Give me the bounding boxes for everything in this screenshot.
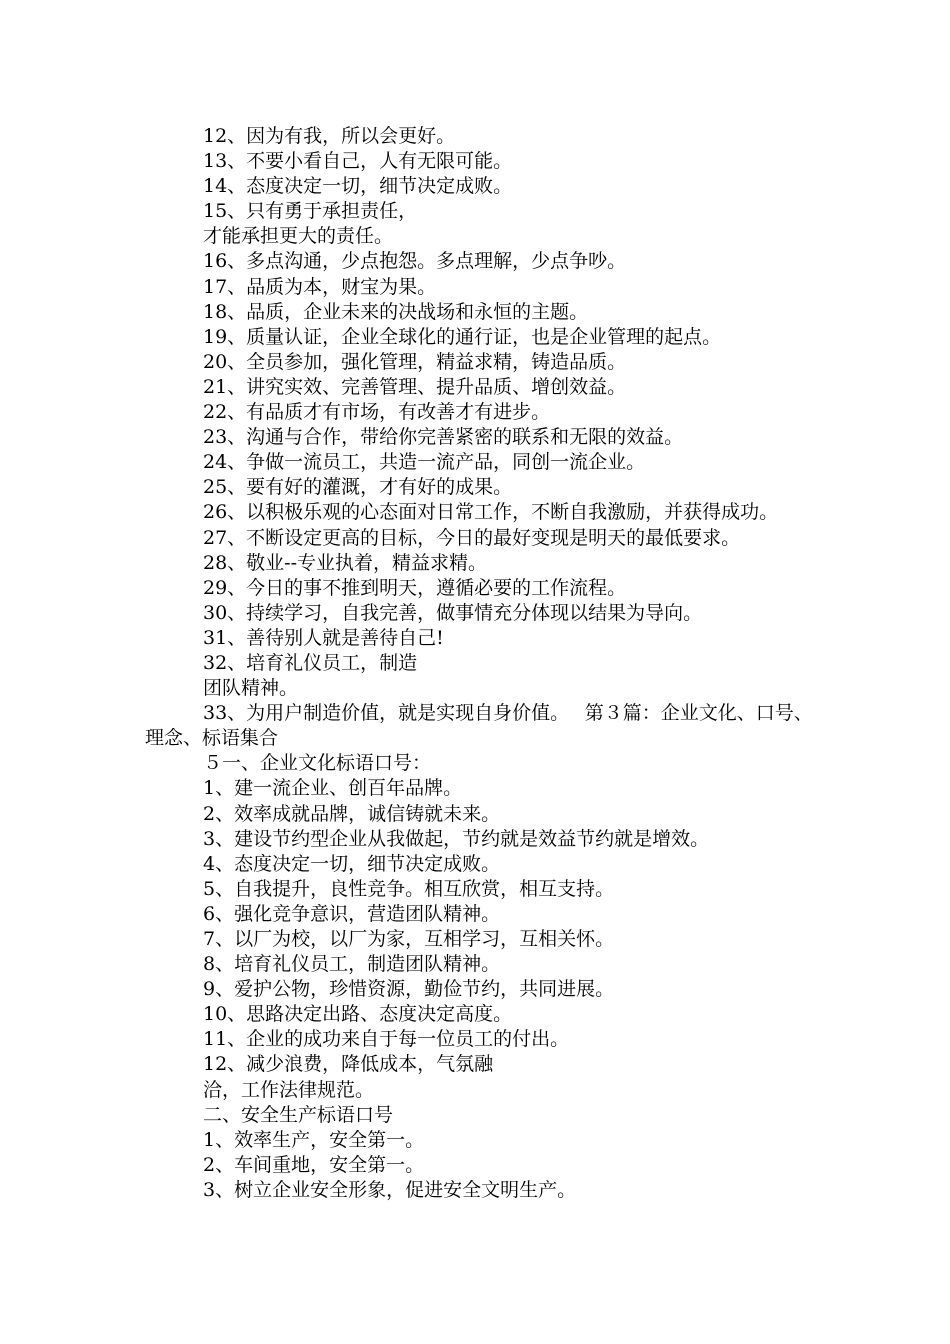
- text-line: 31、善待别人就是善待自己!: [203, 626, 444, 649]
- text-line: 22、有品质才有市场，有改善才有进步。: [203, 401, 551, 424]
- text-line: 3、建设节约型企业从我做起，节约就是效益节约就是增效。: [203, 827, 710, 850]
- text-line: 2、车间重地，安全第一。: [203, 1153, 425, 1176]
- text-line: 15、只有勇于承担责任，: [203, 200, 418, 223]
- text-line: 12、减少浪费，降低成本，气氛融: [203, 1053, 494, 1076]
- section-heading: 二、安全生产标语口号: [203, 1103, 394, 1126]
- text-line: 洽，工作法律规范。: [203, 1078, 375, 1101]
- text-line: 7、以厂为校，以厂为家，互相学习，互相关怀。: [203, 928, 615, 950]
- text-line: 21、讲究实效、完善管理、提升品质、增创效益。: [203, 375, 627, 398]
- text-line: 4、态度决定一切，细节决定成败。: [203, 852, 501, 875]
- text-line: 32、培育礼仪员工，制造: [203, 651, 418, 674]
- text-line: 28、敬业--专业执着，精益求精。: [203, 551, 488, 574]
- text-line: 26、以积极乐观的心态面对日常工作，不断自我激励，并获得成功。: [203, 501, 779, 524]
- text-line: 3、树立企业安全形象，促进安全文明生产。: [203, 1178, 577, 1201]
- text-line: 20、全员参加，强化管理，精益求精，铸造品质。: [203, 350, 627, 373]
- text-line: 10、思路决定出路、态度决定高度。: [203, 1003, 513, 1026]
- text-line: 23、沟通与合作，带给你完善紧密的联系和无限的效益。: [203, 426, 684, 449]
- text-line: 8、培育礼仪员工，制造团队精神。: [203, 953, 501, 976]
- text-line: 27、不断设定更高的目标，今日的最好变现是明天的最低要求。: [203, 526, 741, 549]
- text-line: 29、今日的事不推到明天，遵循必要的工作流程。: [203, 576, 627, 599]
- document-body: [145, 124, 825, 1203]
- text-line: 团队精神。: [203, 677, 299, 700]
- text-line: 14、态度决定一切，细节决定成败。: [203, 175, 513, 198]
- text-line: 24、争做一流员工，共造一流产品，同创一流企业。: [203, 451, 646, 474]
- text-line: 19、质量认证，企业全球化的通行证，也是企业管理的起点。: [203, 325, 722, 348]
- text-line: 1、建一流企业、创百年品牌。: [203, 777, 463, 800]
- text-line: 16、多点沟通，少点抱怨。多点理解，少点争吵。: [203, 250, 627, 273]
- text-line: 9、爱护公物，珍惜资源，勤俭节约，共同进展。: [203, 978, 615, 1001]
- text-line: 30、持续学习，自我完善，做事情充分体现以结果为导向。: [203, 601, 703, 624]
- text-line: 6、强化竞争意识，营造团队精神。: [203, 902, 501, 925]
- text-line: 25、要有好的灌溉，才有好的成果。: [203, 476, 513, 499]
- text-line: 11、企业的成功来自于每一位员工的付出。: [203, 1028, 570, 1051]
- text-line: 1、效率生产，安全第一。: [203, 1128, 425, 1151]
- text-line: 2、效率成就品牌，诚信铸就未来。: [203, 802, 501, 825]
- text-line: 33、为用户制造价值，就是实现自身价值。 第３篇：企业文化、口号、理念、标语集合: [145, 702, 813, 750]
- text-line: 13、不要小看自己，人有无限可能。: [203, 150, 513, 173]
- text-line: 12、因为有我，所以会更好。: [203, 125, 456, 147]
- section-heading: ５一、企业文化标语口号：: [203, 752, 432, 775]
- text-line: 5、自我提升，良性竞争。相互欣赏，相互支持。: [203, 877, 615, 900]
- text-line: 才能承担更大的责任。: [203, 225, 394, 248]
- text-line: 17、品质为本，财宝为果。: [203, 275, 437, 298]
- text-line: 18、品质，企业未来的决战场和永恒的主题。: [203, 300, 589, 323]
